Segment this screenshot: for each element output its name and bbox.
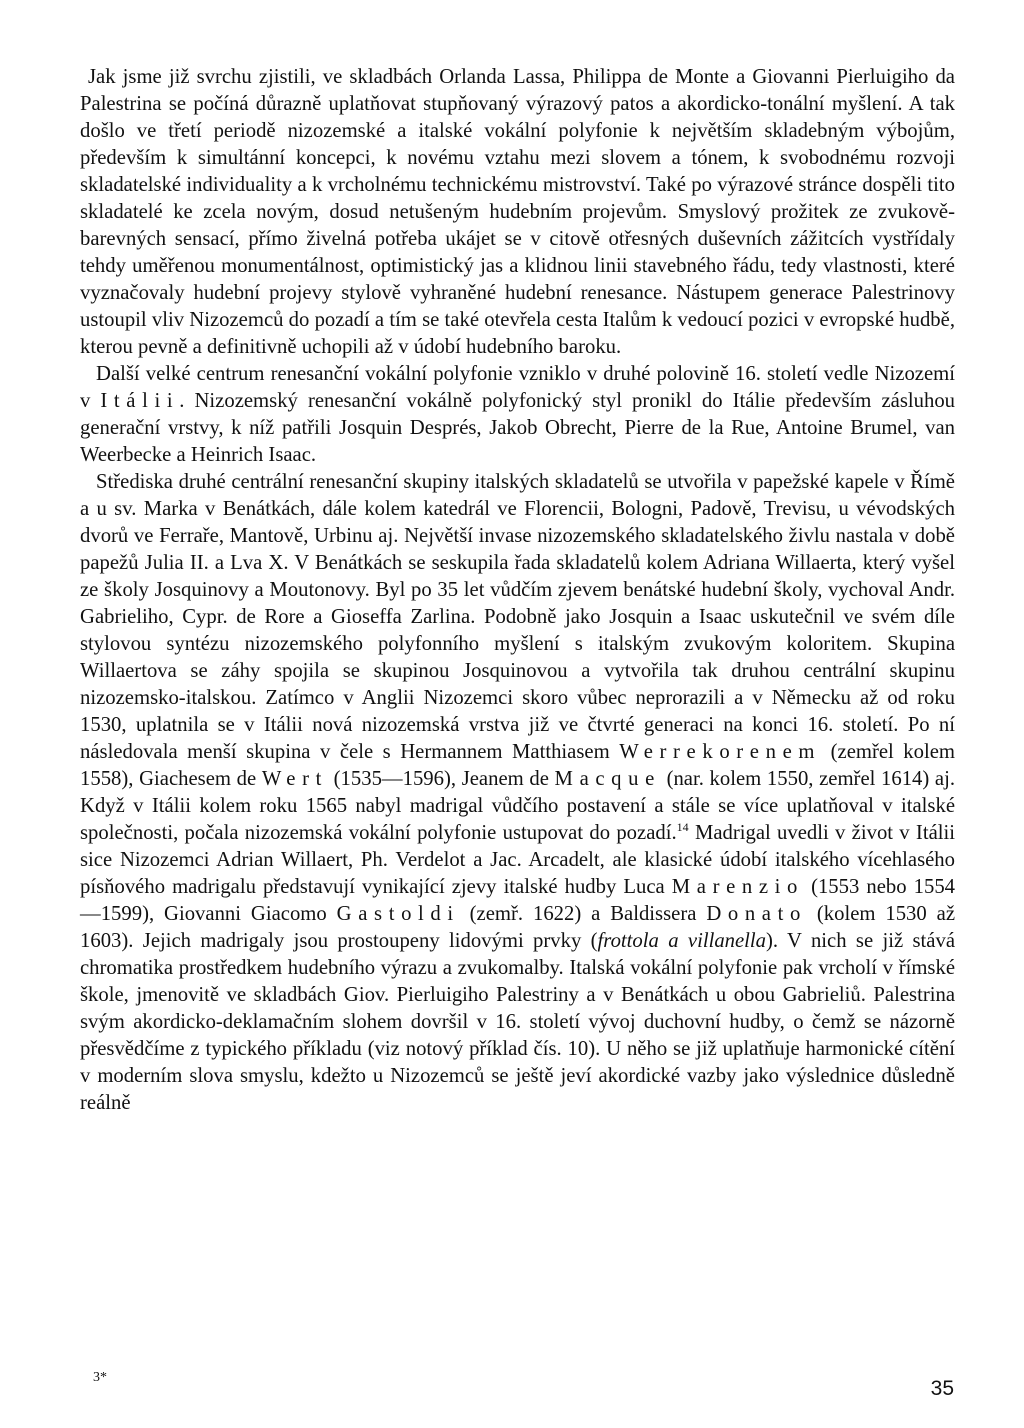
italic-term-frottola: frottola (597, 930, 659, 952)
paragraph-3-text-j: ). V nich se již stává chromatika prostředkem hudebního výrazu a zvukomalby. Italská vokální polyfonie pak vrcholí v římské škole, jmenovitě ve skladbách Giov. Pierluigiho Palestriny a v Benátkách u obou Gabrieliů. Palestrina svým akordicko-deklamačním slohem dovršil v 16. století vývoj duchovní hudby, o čemž se názorně přesvědčíme z typického příkladu (viz notový příklad čís. 10). U něho se již uplatňuje harmonické cítění v moderním slova smyslu, kdežto u Nizozemců se ještě jeví akordické vazby jako výslednice důsledně reálně (80, 930, 956, 1114)
spaced-name-gastoldi: Gastoldi (336, 903, 460, 925)
paragraph-2-text-c: . Nizozemský renesanční vokálně polyfonický styl pronikl do Itálie především zásluhou generační vrstvy, k níž patřili Josquin Després, Jakob Obrecht, Pierre de la Rue, Antoine Brumel, van Weerbecke a Heinrich Isaac. (80, 390, 956, 466)
paragraph-3-text-h: (kolem 1530 až 1603). Jejich madrigaly jsou prostoupeny lidovými prvky ( (80, 903, 956, 952)
printer-signature-mark: 3* (93, 1370, 107, 1385)
footnote-marker: 14 (676, 820, 689, 834)
paragraph-3-text-g: (zemř. 1622) a Baldissera (469, 903, 697, 925)
paragraph-1: Jak jsme již svrchu zjistili, ve skladbách Orlanda Lassa, Philippa de Monte a Giovanni Pierluigiho da Palestrina se počíná důrazně uplatňovat stupňovaný výrazový patos a akordicko-tonální myšlení. A tak došlo ve třetí periodě nizozemské a italské vokální polyfonie k největším skladebným výbojům, především k simultánní koncepci, k novému vztahu mezi slovem a tónem, k svobodnému rozvoji skladatelské individuality a k vrcholnému technickému mistrovství. Také po výrazové stránce dospěli tito skladatelé ke zcela novým, dosud netušeným hudebním projevům. Smyslový prožitek ze zvukově-barevných sensací, přímo živelná potřeba ukájet se v citově otřesných duševních zážitcích vystřídaly tehdy uměřenou monumentálnost, optimistický jas a klidnou linii stavebného řádu, tedy vlastnosti, které vyznačovaly hudební projevy stylově vyhraněné hudební renesance. Nástupem generace Palestrinovy ustoupil vliv Nizozemců do pozadí a tím se také otevřela cesta Italům k vedoucí pozici v evropské hudbě, kterou pevně a definitivně uchopili až v údobí hudebního baroku. (80, 66, 955, 358)
italic-term-villanella: villanella (687, 930, 767, 952)
page-body (80, 64, 955, 1117)
paragraph-3-text-f: (1553 nebo 1554—1599), Giovanni Giacomo (80, 876, 956, 925)
spaced-name-marenzio: Marenzio (671, 876, 805, 898)
paragraph-2-text-a: Další velké centrum renesanční vokální polyfonie vzniklo v druhé polovině 16. století vedle Nizozemí v (80, 363, 955, 412)
spaced-name-werrekoren: Werrekorenem (619, 741, 822, 763)
page-number: 35 (930, 1377, 954, 1400)
paragraph-3-text-d: (nar. kolem 1550, zemřel 1614) aj. Když v Itálii kolem roku 1565 nabyl madrigal vůdčího postavení a stále se více uplatňoval v italské společnosti, počala nizozemská vokální polyfonie ustupovat do pozadí. (80, 768, 956, 844)
spaced-name-macque: Macque (554, 768, 661, 790)
paragraph-3-text-e: Madrigal uvedli v život v Itálii sice Nizozemci Adrian Willaert, Ph. Verdelot a Jac. Arcadelt, ale klasické údobí italského vícehlasého písňového madrigalu představují vynikající zjevy italské hudby Luca (80, 822, 955, 898)
italic-word-a: a (668, 930, 679, 952)
paragraph-3-text-a: Střediska druhé centrální renesanční skupiny italských skladatelů se utvořila v papežské kapele v Římě a u sv. Marka v Benátkách, dále kolem katedrál ve Florencii, Bologni, Padově, Trevisu, u vévodských dvorů ve Ferraře, Mantově, Urbinu aj. Největší invase nizozemského skladatelského živlu nastala v době papežů Julia II. a Lva X. V Benátkách se seskupila řada skladatelů kolem Adriana Willaerta, který vyšel ze školy Josquinovy a Moutonovy. Byl po 35 let vůdčím zjevem benátské hudební školy, vychoval Andr. Gabrieliho, Cypr. de Rore a Gioseffa Zarlina. Podobně jako Josquin a Isaac uskutečnil ve svém díle stylovou syntézu nizozemského polyfonního myšlení s italským zvukovým koloritem. Skupina Willaertova se záhy spojila se skupinou Josquinovou a vytvořila tak druhou centrální skupinu nizozemsko-italskou. Zatímco v Anglii Nizozemci skoro vůbec neprorazili a v Německu až od roku 1530, uplatnila se v Itálii nová nizozemská vrstva již ve čtvrté generaci na konci 16. století. Po ní následovala menší skupina v čele s Hermannem Matthiasem (80, 471, 955, 763)
spaced-name-donato: Donato (706, 903, 807, 925)
paragraph-2 (80, 361, 955, 469)
paragraph-3-text-c: (1535—1596), Jeanem de (333, 768, 549, 790)
spaced-name-wert: Wert (261, 768, 328, 790)
paragraph-3-text-b: (zemřel kolem 1558), Giachesem de (80, 741, 956, 790)
paragraph-3 (80, 469, 955, 1117)
spaced-word-italii: Itálii (100, 390, 180, 412)
